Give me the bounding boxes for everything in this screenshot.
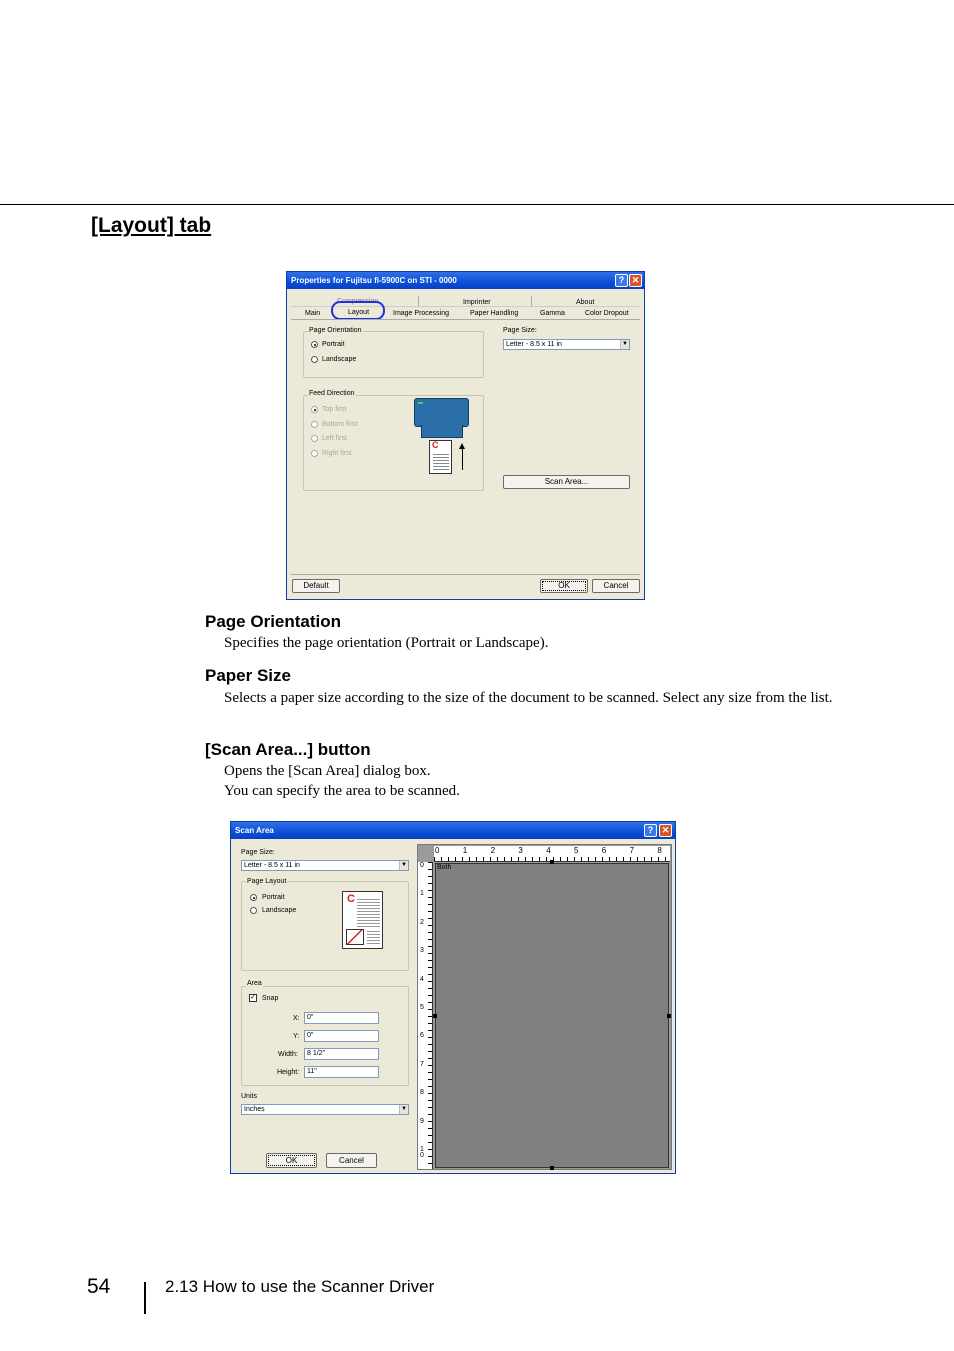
- tab-divider: [418, 296, 419, 306]
- header-rule: [0, 204, 954, 205]
- units-select[interactable]: [241, 1104, 409, 1115]
- portrait-label: Portrait: [262, 894, 285, 901]
- chevron-down-icon[interactable]: ▼: [620, 340, 629, 349]
- portrait-radio[interactable]: [250, 894, 257, 901]
- help-icon[interactable]: ?: [644, 824, 657, 837]
- h-ruler-label: 2: [490, 846, 496, 855]
- page-size-label: Page Size:: [503, 327, 537, 334]
- landscape-label: Landscape: [322, 356, 357, 363]
- y-label: Y:: [293, 1033, 300, 1040]
- scanner-base-icon: [421, 425, 463, 438]
- resize-handle[interactable]: [667, 1014, 671, 1018]
- page-size-value: Letter - 8.5 x 11 in: [244, 862, 300, 869]
- feed-direction-label: Feed Direction: [309, 390, 355, 397]
- doc-chart-icon: [346, 929, 364, 945]
- doc-lines: [433, 452, 449, 470]
- right-first-label: Right first: [322, 450, 352, 457]
- chevron-down-icon[interactable]: ▼: [399, 861, 408, 870]
- item-heading-scan-area: [Scan Area...] button: [205, 740, 371, 759]
- item-heading-paper-size: Paper Size: [205, 666, 291, 685]
- doc-lines: [367, 929, 380, 945]
- arrow-up-icon: [462, 446, 463, 470]
- scan-area-button[interactable]: Scan Area...: [503, 475, 630, 489]
- page-layout-preview-icon: [342, 891, 383, 949]
- close-icon[interactable]: ✕: [659, 824, 672, 837]
- ok-button[interactable]: OK: [540, 579, 588, 593]
- snap-label: Snap: [262, 995, 279, 1002]
- page-size-select[interactable]: [241, 860, 409, 871]
- scan-preview-area[interactable]: [435, 863, 669, 1168]
- vertical-ruler: [418, 862, 433, 1169]
- tab-about[interactable]: About: [576, 299, 595, 306]
- tab-imprinter[interactable]: Imprinter: [463, 299, 491, 306]
- h-ruler-label: 6: [601, 846, 607, 855]
- v-ruler-label: 8: [420, 1089, 424, 1097]
- properties-titlebar[interactable]: [287, 272, 644, 289]
- right-first-radio: [311, 450, 318, 457]
- cancel-button[interactable]: Cancel: [326, 1153, 377, 1168]
- units-label: Units: [241, 1093, 257, 1100]
- h-ruler-label: 8: [657, 846, 662, 855]
- width-field[interactable]: 8 1/2": [304, 1048, 379, 1060]
- h-ruler-label: 3: [518, 846, 523, 855]
- page-size-value: Letter - 8.5 x 11 in: [506, 341, 562, 348]
- doc-letter: C: [347, 893, 355, 905]
- v-ruler-label: 4: [420, 975, 424, 983]
- cancel-button[interactable]: Cancel: [592, 579, 640, 593]
- landscape-radio[interactable]: [250, 907, 257, 914]
- height-field[interactable]: 11": [304, 1066, 379, 1078]
- v-ruler-label: 2: [420, 918, 424, 926]
- left-first-label: Left first: [322, 435, 347, 442]
- portrait-label: Portrait: [322, 341, 345, 348]
- h-ruler-label: 0: [435, 846, 440, 855]
- item-heading-page-orientation: Page Orientation: [205, 612, 342, 631]
- h-ruler-label: 1: [462, 846, 468, 855]
- scan-area-dialog: [230, 821, 676, 1174]
- chapter-title: 2.13 How to use the Scanner Driver: [165, 1277, 435, 1296]
- tab-color-dropout[interactable]: Color Dropout: [585, 310, 629, 317]
- tab-layout[interactable]: Layout: [348, 309, 370, 316]
- item-text-paper-size: Selects a paper size according to the size of the document to be scanned. Select any size from the list.: [224, 690, 833, 706]
- tab-main[interactable]: Main: [305, 310, 321, 317]
- item-text-scan-area-1: Opens the [Scan Area] dialog box.: [224, 763, 431, 779]
- height-label: Height:: [277, 1069, 300, 1076]
- bottom-first-radio: [311, 421, 318, 428]
- v-ruler-label: 1: [420, 890, 424, 898]
- page-orientation-group: [303, 331, 484, 378]
- page-layout-label: Page Layout: [247, 878, 287, 885]
- tab-compression[interactable]: Compression: [337, 298, 379, 305]
- left-first-radio: [311, 435, 318, 442]
- page-size-select[interactable]: [503, 339, 630, 350]
- resize-handle[interactable]: [550, 860, 554, 864]
- chevron-down-icon[interactable]: ▼: [399, 1105, 408, 1114]
- page-orientation-label: Page Orientation: [309, 327, 362, 334]
- scanner-led-icon: [418, 402, 423, 404]
- layout-tab-highlight: [331, 301, 385, 320]
- tab-divider: [531, 296, 532, 306]
- tab-paper-handling[interactable]: Paper Handling: [470, 310, 519, 317]
- h-ruler-label: 7: [629, 846, 635, 855]
- bottom-first-label: Bottom first: [322, 421, 358, 428]
- page-size-label: Page Size:: [241, 849, 275, 856]
- ok-button[interactable]: OK: [266, 1153, 317, 1168]
- footer-divider: [144, 1282, 146, 1314]
- snap-checkbox[interactable]: ✓: [250, 994, 256, 1001]
- tab-panel-line: [291, 319, 640, 320]
- v-ruler-label: 9: [420, 1117, 424, 1125]
- tab-gamma[interactable]: Gamma: [540, 310, 565, 317]
- resize-handle[interactable]: [433, 1014, 437, 1018]
- close-icon[interactable]: ✕: [629, 274, 642, 287]
- doc-lines: [357, 897, 380, 927]
- properties-dialog: [286, 271, 645, 600]
- properties-title: Properties for Fujitsu fi-5900C on STI - 0000: [291, 276, 457, 285]
- v-ruler-label: 7: [420, 1060, 424, 1068]
- tab-image-processing[interactable]: Image Processing: [393, 310, 450, 317]
- top-first-label: Top first: [322, 406, 347, 413]
- doc-letter: C: [432, 440, 439, 450]
- v-ruler-label: 5: [420, 1004, 424, 1011]
- v-ruler-label: 3: [420, 947, 424, 955]
- h-ruler-label: 4: [546, 846, 551, 855]
- landscape-label: Landscape: [262, 907, 297, 914]
- width-label: Width:: [278, 1051, 298, 1058]
- default-button[interactable]: Default: [292, 579, 340, 593]
- scan-area-title: Scan Area: [235, 826, 274, 835]
- footer-divider: [291, 574, 640, 575]
- portrait-radio[interactable]: [311, 341, 318, 348]
- x-label: X:: [293, 1015, 300, 1022]
- landscape-radio[interactable]: [311, 356, 318, 363]
- document-icon: [429, 440, 452, 474]
- help-icon[interactable]: ?: [615, 274, 628, 287]
- preview-side-label: Both: [437, 864, 452, 871]
- scan-area-titlebar[interactable]: [231, 822, 675, 839]
- top-first-radio: [311, 406, 318, 413]
- item-text-page-orientation: Specifies the page orientation (Portrait or Landscape).: [224, 635, 549, 651]
- v-ruler-label: 0: [420, 862, 424, 869]
- section-title: [Layout] tab: [91, 214, 212, 237]
- v-ruler-label: 1 0: [420, 1146, 424, 1159]
- arrow-up-head-icon: [459, 443, 465, 449]
- item-text-scan-area-2: You can specify the area to be scanned.: [224, 783, 460, 799]
- h-ruler-label: 5: [574, 846, 579, 855]
- y-field[interactable]: 0": [304, 1030, 379, 1042]
- v-ruler-label: 6: [420, 1032, 424, 1040]
- resize-handle[interactable]: [550, 1166, 554, 1170]
- x-field[interactable]: 0": [304, 1012, 379, 1024]
- page-number: 54: [87, 1275, 111, 1298]
- units-value: Inches: [244, 1106, 265, 1113]
- area-label: Area: [247, 980, 262, 987]
